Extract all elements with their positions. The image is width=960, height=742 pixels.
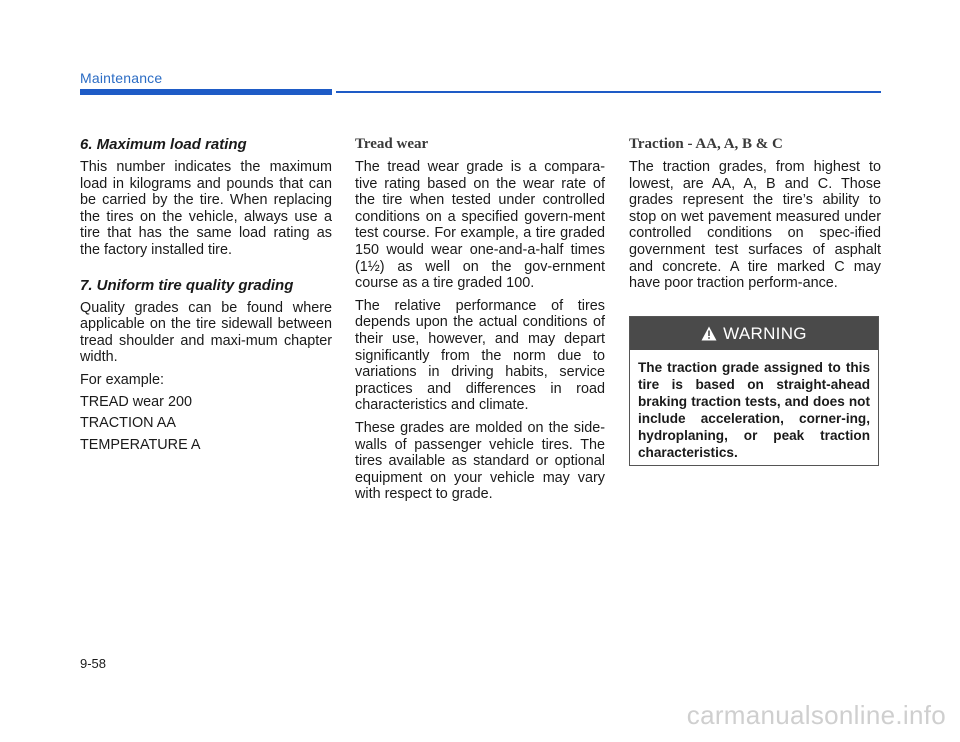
- warning-title: WARNING: [723, 323, 807, 343]
- warning-body: The traction grade assigned to this tire is based on straight-ahead braking traction tests, and does not include acceleration, corner-ing, hydroplaning, or peak traction characteristics.: [638, 360, 870, 460]
- heading-max-load-rating: 6. Maximum load rating: [80, 136, 247, 153]
- heading-traction: Traction - AA, A, B & C: [629, 136, 783, 152]
- watermark: carmanualsonline.info: [686, 700, 946, 730]
- example-label: For example:: [80, 371, 164, 388]
- column-left: [80, 136, 332, 458]
- heading-uniform-grading: 7. Uniform tire quality grading: [80, 276, 294, 294]
- heading-tread-wear: Tread wear: [355, 136, 429, 152]
- warning-box: [629, 316, 879, 466]
- para-uniform-grading: Quality grades can be found where applicable on the tire sidewall between tread shoulder and maxi-mum chapter width.: [80, 299, 332, 366]
- header-bar-thick: [80, 89, 332, 95]
- para-tread-wear-2: The relative performance of tires depends upon the actual conditions of their use, however, and may depart significantly from the norm due to variations in driving habits, service practices and differences in road characteristics and climate.: [355, 297, 605, 414]
- warning-header: [630, 317, 878, 350]
- page-number: 9-58: [80, 656, 107, 671]
- example-line: TEMPERATURE A: [80, 436, 201, 453]
- para-max-load-rating: This number indicates the maximum load in kilograms and pounds that can be carried by the tire. When replacing the tires on the vehicle, always use a tire that has the same load rating as the factory installed tire.: [80, 159, 332, 258]
- example-line: TREAD wear 200: [80, 393, 192, 410]
- column-right: [629, 136, 881, 298]
- section-title: Maintenance: [80, 70, 163, 86]
- para-traction: The traction grades, from highest to lowest, are AA, A, B and C. Those grades represent the tire’s ability to stop on wet pavement measured under controlled conditions on spec-ified government test surfaces of asphalt and concrete. A tire marked C may have poor traction perform-ance.: [629, 159, 881, 292]
- para-tread-wear-3: These grades are molded on the side-walls of passenger vehicle tires. The tires available as standard or optional equipment on your vehicle may vary with respect to grade.: [355, 419, 605, 503]
- example-line: TRACTION AA: [80, 415, 176, 432]
- para-tread-wear-1: The tread wear grade is a compara-tive rating based on the wear rate of the tire when tested under controlled conditions on a specified govern-ment test course. For example, a tire graded 150 would wear one-and-a-half times (1½) as well on the gov-ernment course as a tire graded 100.: [355, 159, 605, 292]
- header-bar-thin: [336, 91, 881, 93]
- column-middle: [355, 136, 605, 509]
- warning-triangle-icon: [701, 326, 717, 341]
